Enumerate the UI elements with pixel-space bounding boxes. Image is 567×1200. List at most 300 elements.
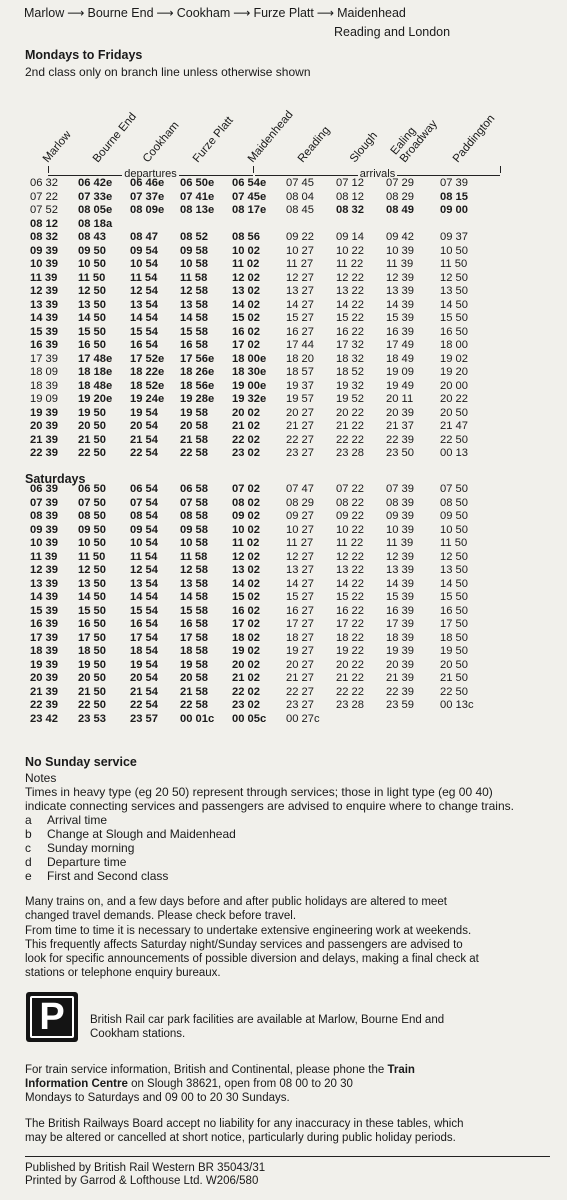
time-cell: 10 22 xyxy=(336,244,364,257)
time-cell: 19 57 xyxy=(286,393,314,405)
time-cell: 18 49 xyxy=(386,352,414,365)
time-cell: 15 58 xyxy=(180,604,208,617)
time-cell: 22 39 xyxy=(30,447,58,459)
time-cell: 16 54 xyxy=(130,618,158,630)
time-cell: 21 58 xyxy=(180,433,208,446)
time-cell: 09 22 xyxy=(286,231,314,243)
time-cell: 15 39 xyxy=(386,591,414,603)
time-cell: 14 27 xyxy=(286,298,314,311)
timetable-row xyxy=(30,578,490,592)
time-cell: 07 45 xyxy=(286,177,314,189)
time-cell: 22 50 xyxy=(440,433,468,446)
time-cell: 07 22 xyxy=(30,190,58,203)
time-cell: 07 54 xyxy=(130,496,158,509)
time-cell: 07 12 xyxy=(336,177,364,189)
time-cell: 18 50 xyxy=(440,631,468,644)
time-cell: 19 02 xyxy=(440,352,468,365)
time-cell: 23 53 xyxy=(78,712,106,725)
time-cell: 16 39 xyxy=(30,618,58,630)
time-cell: 12 50 xyxy=(440,550,468,563)
weekday-subtitle: 2nd class only on branch line unless otherwise shown xyxy=(25,65,311,79)
time-cell: 11 02 xyxy=(232,537,260,549)
station-header-maidenhead: Maidenhead xyxy=(245,108,296,165)
time-cell: 12 22 xyxy=(336,550,364,563)
time-cell: 07 29 xyxy=(386,177,414,189)
time-cell: 20 54 xyxy=(130,420,158,432)
time-cell xyxy=(440,713,490,727)
saturday-title: Saturdays xyxy=(25,472,86,486)
time-cell: 21 50 xyxy=(78,685,106,698)
time-cell: 09 54 xyxy=(130,523,158,536)
time-cell: 13 50 xyxy=(78,577,106,590)
time-cell: 09 58 xyxy=(180,244,208,257)
time-cell: 18 57 xyxy=(286,366,314,378)
time-cell: 22 22 xyxy=(336,685,364,698)
time-cell: 18 02 xyxy=(232,631,260,644)
time-cell: 18 20 xyxy=(286,352,314,365)
engineering-paragraph: From time to time it is necessary to undertake extensive engineering work at weekends. This frequently affects Saturday night/Sunday services and passengers are advised to look for specific announcements of possible diversion and delays, making a final check at stations or telephone enquiry bureaux. xyxy=(25,925,479,979)
timetable-row xyxy=(30,564,490,578)
time-cell: 23 50 xyxy=(386,447,414,459)
time-cell: 09 00 xyxy=(440,204,468,216)
time-cell: 21 02 xyxy=(232,420,260,432)
time-cell: 19 52 xyxy=(336,393,364,405)
time-cell: 18 52e xyxy=(130,379,165,392)
time-cell: 22 27 xyxy=(286,685,314,698)
time-cell: 06 32 xyxy=(30,177,58,189)
time-cell: 10 50 xyxy=(78,537,106,549)
time-cell: 15 50 xyxy=(440,312,468,324)
time-cell: 19 32 xyxy=(336,379,364,392)
note-key-row: c Sunday morning xyxy=(25,841,135,855)
time-cell: 16 39 xyxy=(30,339,58,351)
time-cell: 19 27 xyxy=(286,645,314,657)
note-key-row: e First and Second class xyxy=(25,869,169,883)
station-headers xyxy=(0,85,567,165)
time-cell: 16 22 xyxy=(336,325,364,338)
time-cell: 18 48e xyxy=(78,379,113,392)
arrow-right-icon: ⟶ xyxy=(233,6,251,20)
time-cell: 23 27 xyxy=(286,699,314,711)
time-cell: 19 50 xyxy=(78,406,106,419)
time-cell: 15 27 xyxy=(286,312,314,324)
timetable-row xyxy=(30,204,490,218)
station-header-paddington: Paddington xyxy=(450,112,498,165)
time-cell: 23 42 xyxy=(30,712,58,725)
time-cell: 17 39 xyxy=(30,631,58,644)
time-cell: 18 32 xyxy=(336,352,364,365)
time-cell: 13 39 xyxy=(30,577,58,590)
time-cell: 19 58 xyxy=(180,658,208,671)
timetable-row xyxy=(30,366,490,380)
time-cell: 18 54 xyxy=(130,645,158,657)
time-cell: 16 50 xyxy=(78,618,106,630)
time-cell: 21 39 xyxy=(30,685,58,698)
timetable-row xyxy=(30,686,490,700)
time-cell: 12 39 xyxy=(30,285,58,297)
time-cell: 23 27 xyxy=(286,447,314,459)
time-cell xyxy=(386,713,440,727)
time-cell: 09 42 xyxy=(386,231,414,243)
time-cell: 13 50 xyxy=(78,298,106,311)
time-cell: 11 02 xyxy=(232,258,260,270)
notes-section xyxy=(25,755,514,883)
time-cell: 16 50 xyxy=(440,325,468,338)
time-cell: 00 13c xyxy=(440,699,474,711)
time-cell: 19 09 xyxy=(30,393,58,405)
time-cell: 13 58 xyxy=(180,298,208,311)
time-cell: 22 02 xyxy=(232,685,260,698)
time-cell: 21 58 xyxy=(180,685,208,698)
time-cell: 16 02 xyxy=(232,604,260,617)
time-cell: 00 27c xyxy=(286,712,320,725)
time-cell: 17 22 xyxy=(336,618,364,630)
note-key-row: d Departure time xyxy=(25,855,127,869)
time-cell: 18 52 xyxy=(336,366,364,378)
timetable-row xyxy=(30,713,490,727)
time-cell: 13 39 xyxy=(386,285,414,297)
time-cell: 11 54 xyxy=(130,550,158,563)
route-header xyxy=(24,6,450,39)
time-cell: 19 02 xyxy=(232,645,260,657)
time-cell: 10 54 xyxy=(130,537,158,549)
time-cell: 11 50 xyxy=(440,258,468,270)
route-stop: Bourne End xyxy=(87,6,154,20)
time-cell: 18 56e xyxy=(180,379,215,392)
header-tick xyxy=(253,166,254,173)
time-cell: 19 58 xyxy=(180,406,208,419)
time-cell: 06 46e xyxy=(130,177,165,189)
time-cell: 20 27 xyxy=(286,658,314,671)
time-cell: 20 11 xyxy=(386,393,414,405)
time-cell: 09 50 xyxy=(78,244,106,257)
time-cell: 17 27 xyxy=(286,618,314,630)
station-header-furze-platt: Furze Platt xyxy=(190,114,236,165)
notes-line: Times in heavy type (eg 20 50) represent through services; those in light type (eg 00 40) xyxy=(25,785,493,799)
time-cell: 14 22 xyxy=(336,298,364,311)
time-cell: 07 39 xyxy=(30,496,58,509)
time-cell: 21 22 xyxy=(336,672,364,684)
timetable-row xyxy=(30,191,490,205)
time-cell: 19 20 xyxy=(440,366,468,378)
time-cell: 08 49 xyxy=(386,204,414,216)
time-cell xyxy=(130,218,180,232)
time-cell: 16 50 xyxy=(440,604,468,617)
time-cell: 19 50 xyxy=(78,658,106,671)
time-cell: 18 22e xyxy=(130,366,165,378)
time-cell: 14 39 xyxy=(386,298,414,311)
time-cell: 08 09e xyxy=(130,204,165,216)
time-cell: 13 39 xyxy=(30,298,58,311)
station-header-ealing-broadway: Ealing Broadway xyxy=(388,118,440,165)
time-cell: 06 54e xyxy=(232,177,267,189)
time-cell xyxy=(336,218,386,232)
time-cell: 23 02 xyxy=(232,699,260,711)
time-cell: 14 39 xyxy=(30,312,58,324)
time-cell: 08 02 xyxy=(232,496,260,509)
time-cell: 20 39 xyxy=(386,658,414,671)
time-cell: 13 02 xyxy=(232,285,260,297)
time-cell: 20 50 xyxy=(78,420,106,432)
time-cell: 19 49 xyxy=(386,379,414,392)
time-cell: 19 00e xyxy=(232,379,267,392)
time-cell: 20 50 xyxy=(440,406,468,419)
time-cell: 07 37e xyxy=(130,190,165,203)
time-cell: 08 50 xyxy=(440,496,468,509)
timetable-row xyxy=(30,177,490,191)
time-cell: 19 22 xyxy=(336,645,364,657)
time-cell: 20 00 xyxy=(440,379,468,392)
time-cell: 00 01c xyxy=(180,712,215,725)
time-cell xyxy=(336,713,386,727)
weekday-title: Mondays to Fridays xyxy=(25,48,143,62)
time-cell: 16 58 xyxy=(180,339,208,351)
time-cell: 12 58 xyxy=(180,564,208,576)
time-cell: 13 54 xyxy=(130,577,158,590)
time-cell: 23 28 xyxy=(336,447,364,459)
timetable-row xyxy=(30,605,490,619)
sunday-notice: No Sunday service xyxy=(25,755,137,769)
time-cell: 07 41e xyxy=(180,190,215,203)
time-cell: 12 39 xyxy=(386,271,414,284)
time-cell xyxy=(180,218,232,232)
time-cell: 13 39 xyxy=(386,564,414,576)
time-cell: 16 50 xyxy=(78,339,106,351)
time-cell: 20 39 xyxy=(30,420,58,432)
time-cell: 11 22 xyxy=(336,537,364,549)
timetable-row xyxy=(30,618,490,632)
route-stop: Furze Platt xyxy=(253,6,314,20)
time-cell: 07 22 xyxy=(336,483,364,495)
time-cell xyxy=(286,218,336,232)
time-cell: 09 39 xyxy=(386,510,414,522)
time-cell: 09 50 xyxy=(78,523,106,536)
time-cell: 10 50 xyxy=(440,523,468,536)
time-cell: 15 02 xyxy=(232,312,260,324)
time-cell: 18 22 xyxy=(336,631,364,644)
timetable-row xyxy=(30,659,490,673)
time-cell: 20 39 xyxy=(30,672,58,684)
time-cell: 20 50 xyxy=(440,658,468,671)
time-cell: 20 22 xyxy=(336,406,364,419)
footer-rule xyxy=(25,1156,550,1157)
time-cell: 10 39 xyxy=(386,523,414,536)
time-cell: 20 22 xyxy=(440,393,468,405)
time-cell: 18 50 xyxy=(78,645,106,657)
time-cell: 17 39 xyxy=(386,618,414,630)
time-cell: 15 54 xyxy=(130,604,158,617)
time-cell: 18 27 xyxy=(286,631,314,644)
time-cell: 19 54 xyxy=(130,406,158,419)
time-cell: 22 39 xyxy=(30,699,58,711)
time-cell: 20 02 xyxy=(232,406,260,419)
timetable-row xyxy=(30,380,490,394)
time-cell: 12 58 xyxy=(180,285,208,297)
time-cell: 20 02 xyxy=(232,658,260,671)
time-cell: 08 05e xyxy=(78,204,113,216)
time-cell: 15 39 xyxy=(30,604,58,617)
header-tick xyxy=(500,166,501,173)
timetable-row xyxy=(30,353,490,367)
time-cell: 18 39 xyxy=(30,379,58,392)
time-cell: 21 47 xyxy=(440,420,468,432)
timetable-row xyxy=(30,699,490,713)
time-cell: 08 56 xyxy=(232,231,260,243)
time-cell: 11 50 xyxy=(78,271,106,284)
time-cell: 11 50 xyxy=(78,550,106,563)
time-cell: 08 54 xyxy=(130,510,158,522)
time-cell: 08 32 xyxy=(30,231,58,243)
time-cell: 22 27 xyxy=(286,433,314,446)
time-cell: 08 18a xyxy=(78,217,113,230)
time-cell: 06 58 xyxy=(180,483,208,495)
time-cell: 21 39 xyxy=(386,672,414,684)
station-header-marlow: Marlow xyxy=(40,128,74,165)
time-cell: 08 52 xyxy=(180,231,208,243)
time-cell: 07 50 xyxy=(78,496,106,509)
time-cell xyxy=(232,218,286,232)
time-cell: 10 02 xyxy=(232,244,260,257)
time-cell: 19 24e xyxy=(130,393,165,405)
time-cell: 06 39 xyxy=(30,483,58,495)
time-cell: 12 50 xyxy=(440,271,468,284)
time-cell: 13 50 xyxy=(440,564,468,576)
route-stop: Marlow xyxy=(24,6,65,20)
time-cell: 15 39 xyxy=(30,325,58,338)
time-cell: 00 13 xyxy=(440,447,468,459)
time-cell: 06 42e xyxy=(78,177,113,189)
time-cell: 14 50 xyxy=(440,577,468,590)
arrow-right-icon: ⟶ xyxy=(316,6,335,20)
arrow-right-icon: ⟶ xyxy=(156,6,174,20)
time-cell: 16 39 xyxy=(386,604,414,617)
time-cell: 08 15 xyxy=(440,190,468,203)
time-cell: 13 50 xyxy=(440,285,468,297)
time-cell: 12 50 xyxy=(78,285,106,297)
station-header-reading: Reading xyxy=(295,124,333,165)
time-cell: 23 59 xyxy=(386,699,414,711)
time-cell: 07 39 xyxy=(386,483,414,495)
time-cell: 11 27 xyxy=(286,537,314,549)
timetable-row xyxy=(30,551,490,565)
parking-icon: P xyxy=(26,992,78,1042)
time-cell: 22 54 xyxy=(130,699,158,711)
time-cell: 14 27 xyxy=(286,577,314,590)
time-cell: 08 22 xyxy=(336,496,364,509)
time-cell: 18 09 xyxy=(30,366,58,378)
liability-paragraph: The British Railways Board accept no liability for any inaccuracy in these tables, which may be altered or cancelled at short notice, particularly during public holiday periods. xyxy=(25,1118,464,1144)
time-cell: 10 02 xyxy=(232,523,260,536)
time-cell: 12 02 xyxy=(232,271,260,284)
timetable-row xyxy=(30,483,490,497)
time-cell: 14 02 xyxy=(232,298,260,311)
time-cell: 00 05c xyxy=(232,712,267,725)
time-cell: 13 58 xyxy=(180,577,208,590)
time-cell xyxy=(386,218,440,232)
time-cell: 19 37 xyxy=(286,379,314,392)
time-cell: 13 02 xyxy=(232,564,260,576)
time-cell: 13 22 xyxy=(336,285,364,297)
time-cell: 12 27 xyxy=(286,271,314,284)
time-cell: 16 27 xyxy=(286,325,314,338)
time-cell: 08 39 xyxy=(30,510,58,522)
time-cell: 13 27 xyxy=(286,564,314,576)
time-cell: 12 54 xyxy=(130,564,158,576)
time-cell: 11 50 xyxy=(440,537,468,549)
parking-paragraph: British Rail car park facilities are available at Marlow, Bourne End and Cookham stations. xyxy=(90,1014,445,1040)
time-cell: 15 58 xyxy=(180,325,208,338)
time-cell: 19 39 xyxy=(30,406,58,419)
time-cell: 19 09 xyxy=(386,366,414,378)
route-continuation: Reading and London xyxy=(334,25,451,39)
time-cell: 14 54 xyxy=(130,312,158,324)
time-cell: 11 58 xyxy=(180,550,208,563)
time-cell: 16 22 xyxy=(336,604,364,617)
time-cell: 15 54 xyxy=(130,325,158,338)
timetable-row xyxy=(30,632,490,646)
time-cell: 12 39 xyxy=(30,564,58,576)
time-cell: 19 39 xyxy=(30,658,58,671)
time-cell: 15 27 xyxy=(286,591,314,603)
time-cell: 16 58 xyxy=(180,618,208,630)
route-stop: Cookham xyxy=(176,6,231,20)
time-cell: 10 22 xyxy=(336,523,364,536)
timetable-row xyxy=(30,447,490,461)
time-cell: 10 58 xyxy=(180,537,208,549)
time-cell: 21 02 xyxy=(232,672,260,684)
time-cell: 07 50 xyxy=(440,483,468,495)
time-cell: 18 00 xyxy=(440,339,468,351)
time-cell: 21 50 xyxy=(440,672,468,684)
timetable-row xyxy=(30,497,490,511)
time-cell: 21 54 xyxy=(130,685,158,698)
time-cell: 10 27 xyxy=(286,244,314,257)
route-stop: Maidenhead xyxy=(337,6,406,20)
time-cell: 22 02 xyxy=(232,433,260,446)
arrow-right-icon: ⟶ xyxy=(67,6,85,20)
time-cell: 22 39 xyxy=(386,685,414,698)
time-cell: 09 27 xyxy=(286,510,314,522)
time-cell: 17 54 xyxy=(130,631,158,644)
time-cell: 21 27 xyxy=(286,672,314,684)
time-cell: 11 39 xyxy=(386,258,414,270)
time-cell: 17 48e xyxy=(78,352,113,365)
time-cell: 14 22 xyxy=(336,577,364,590)
timetable-row xyxy=(30,258,490,272)
time-cell: 11 58 xyxy=(180,271,208,284)
time-cell: 17 58 xyxy=(180,631,208,644)
time-cell: 18 39 xyxy=(30,645,58,657)
time-cell: 22 50 xyxy=(440,685,468,698)
time-cell: 13 54 xyxy=(130,298,158,311)
time-cell: 07 02 xyxy=(232,483,260,495)
time-cell: 12 54 xyxy=(130,285,158,297)
time-cell: 23 57 xyxy=(130,712,158,725)
time-cell: 12 27 xyxy=(286,550,314,563)
timetable-row xyxy=(30,524,490,538)
time-cell: 08 17e xyxy=(232,204,267,216)
departures-label: departures xyxy=(124,168,177,180)
time-cell: 22 54 xyxy=(130,447,158,459)
time-cell: 16 27 xyxy=(286,604,314,617)
time-cell: 08 13e xyxy=(180,204,215,216)
time-cell: 12 22 xyxy=(336,271,364,284)
timetable-row xyxy=(30,285,490,299)
station-header-slough: Slough xyxy=(347,129,381,165)
time-cell: 12 39 xyxy=(386,550,414,563)
time-cell: 22 39 xyxy=(386,433,414,446)
time-cell: 10 39 xyxy=(30,537,58,549)
